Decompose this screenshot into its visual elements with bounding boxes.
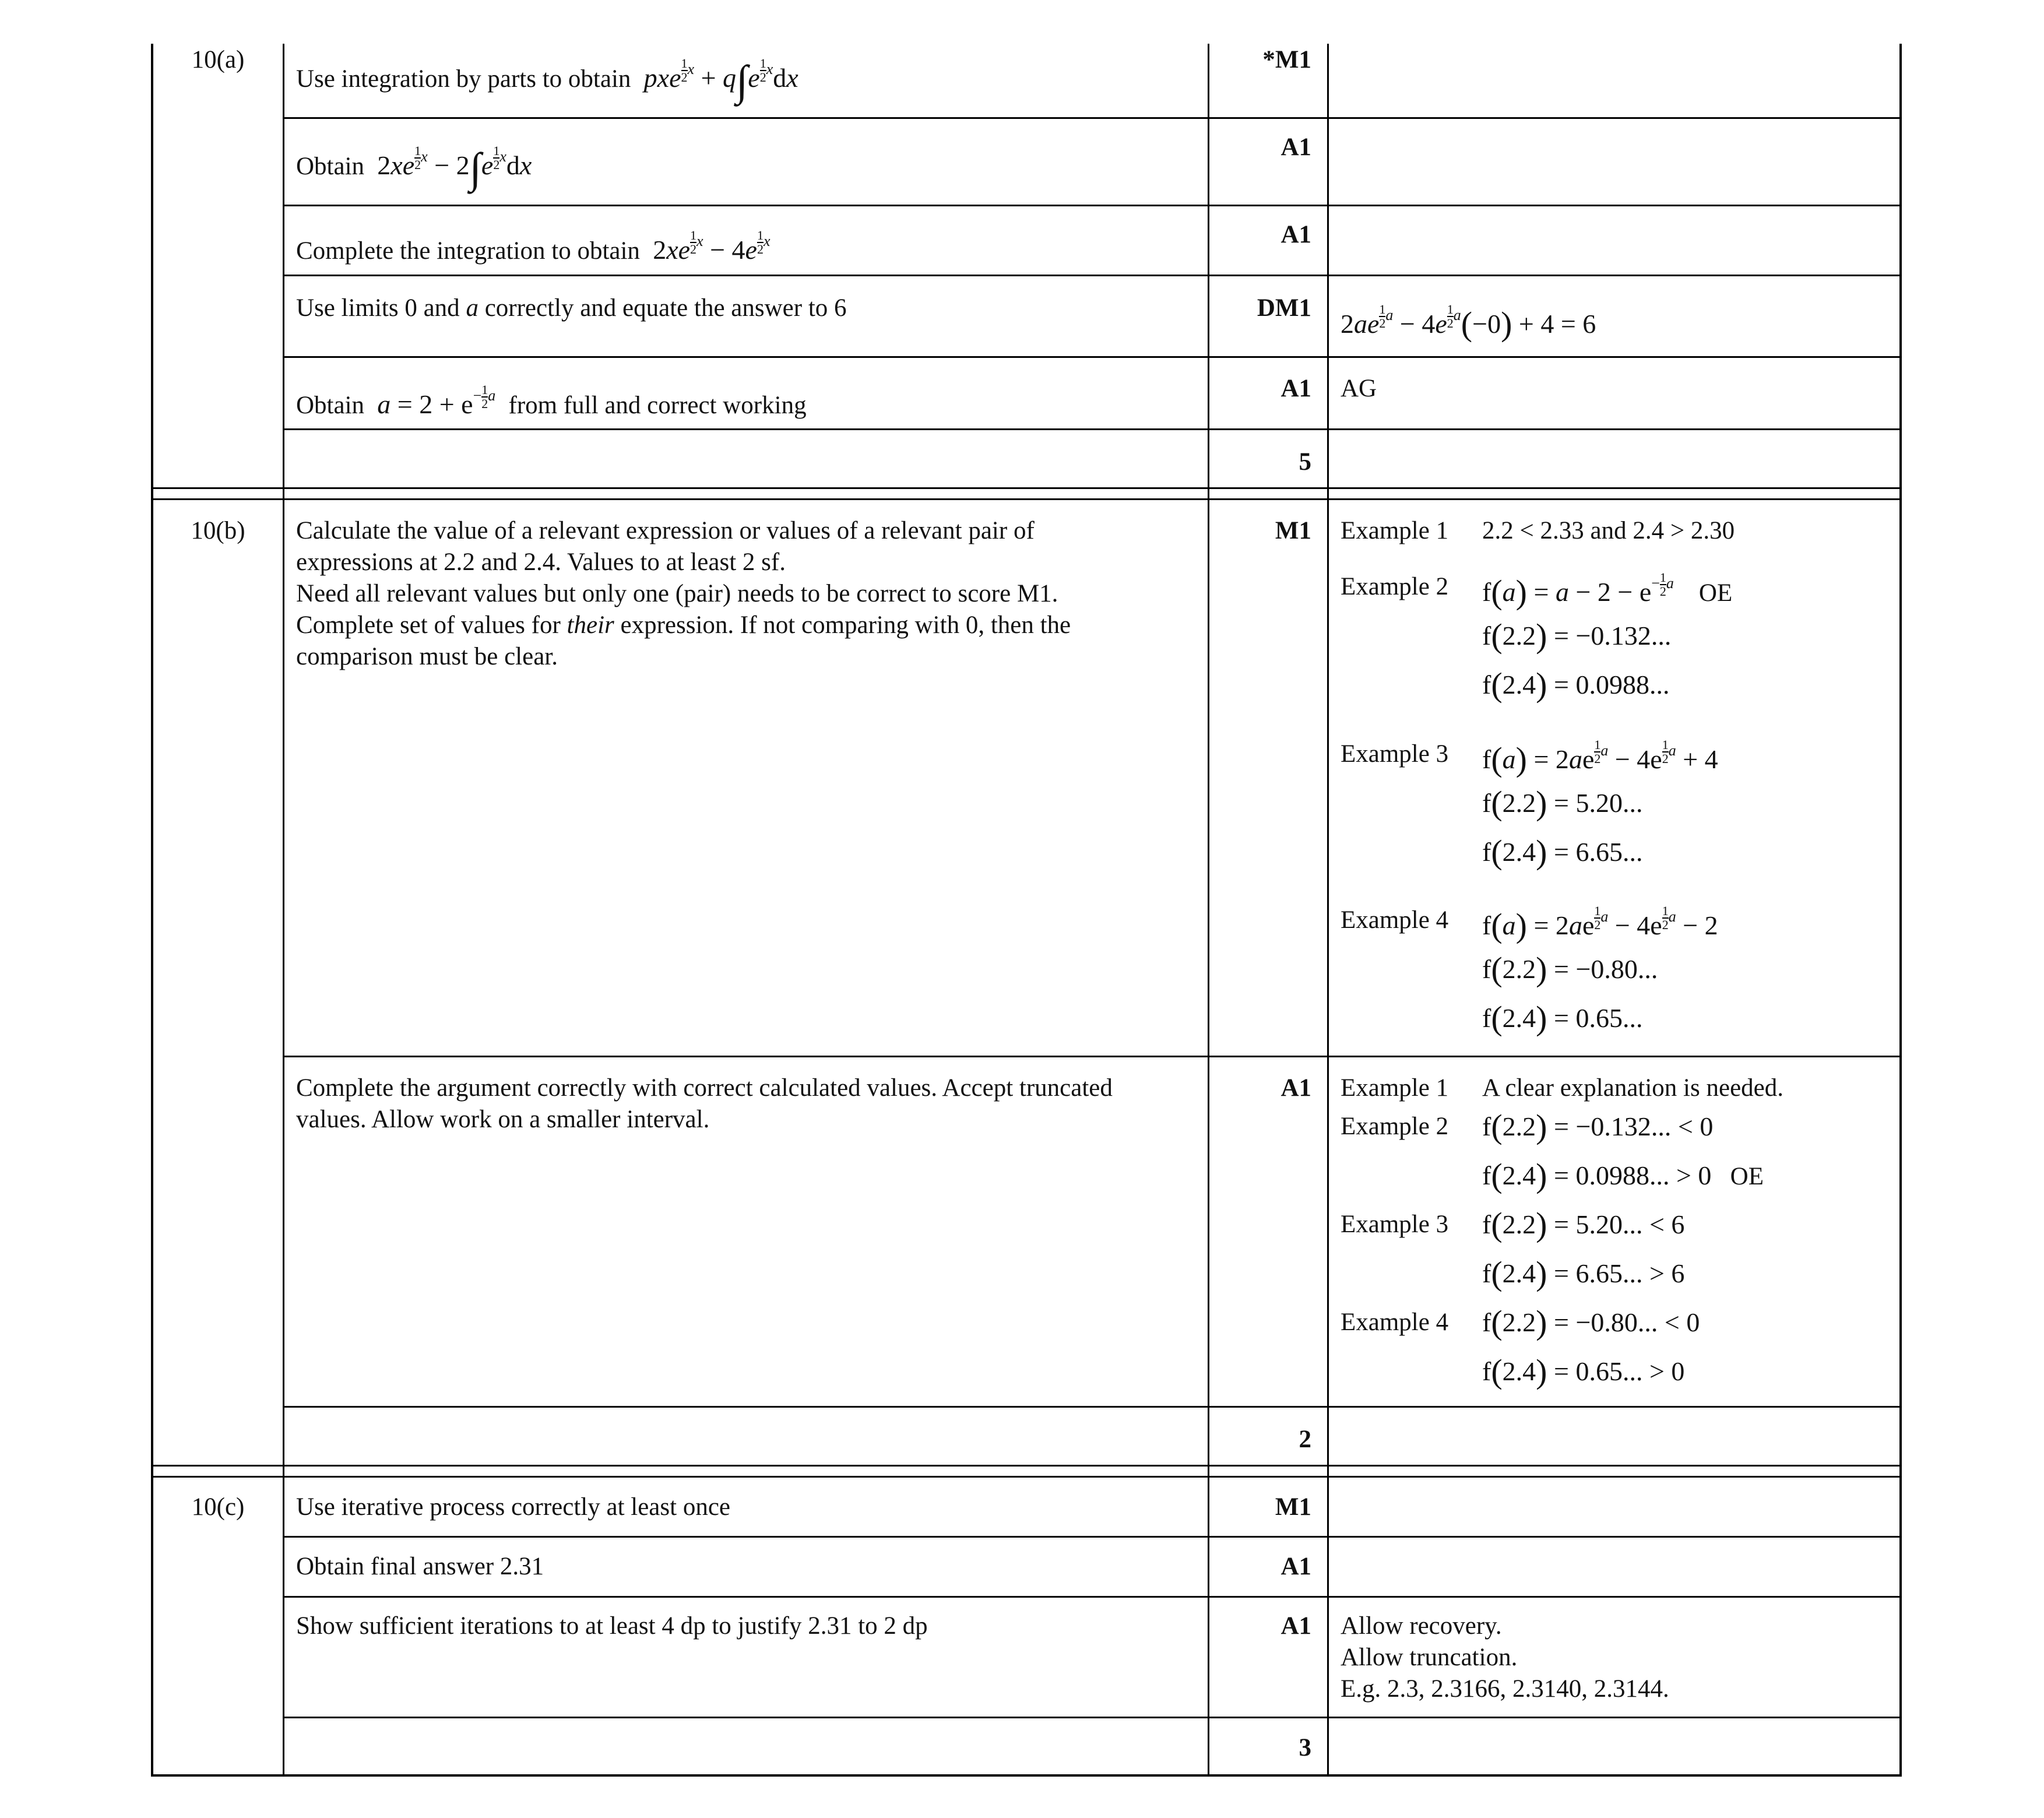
- border-answer-divider: [1208, 44, 1209, 1775]
- border-bottom: [151, 1774, 1902, 1777]
- answer-cell: [296, 56, 798, 105]
- oe-label: OE: [1730, 1163, 1764, 1190]
- value: −0.132... < 0: [1575, 1112, 1714, 1141]
- question-number: 10(b): [191, 517, 245, 544]
- math-expression: f(2.4) = 6.65... > 6: [1482, 1254, 1685, 1292]
- section-divider: [151, 487, 1902, 489]
- value: −0.80... < 0: [1575, 1307, 1700, 1337]
- answer-text: Show sufficient iterations to at least 4 dp to justify 2.31 to 2 dp: [296, 1612, 928, 1640]
- section-divider: [151, 1476, 1902, 1478]
- answer-line: expressions at 2.2 and 2.4. Values to at least 2 sf.: [296, 548, 786, 576]
- math-expression: f(2.2) = −0.80... < 0: [1482, 1303, 1700, 1341]
- math-expression: 2xe $^{\frac{1}{2} x}$ − 4e $^{\frac{1}{2} x}$: [646, 228, 771, 265]
- mark-label: M1: [1275, 517, 1311, 544]
- answer-emphasis: their: [567, 611, 614, 639]
- math-expression: f(2.2) = 5.20...: [1482, 784, 1643, 822]
- guidance-text: AG: [1341, 375, 1377, 402]
- row-divider: [283, 1536, 1901, 1538]
- math-expression: f(2.2) = −0.132... < 0: [1482, 1107, 1714, 1145]
- answer-line: comparison must be clear.: [296, 643, 558, 670]
- mark-label: A1: [1280, 1074, 1311, 1102]
- math-expression: $a = 2 + e^{- \frac{1}{2} a}$: [377, 382, 496, 419]
- total-marks: 3: [1299, 1734, 1311, 1761]
- value: 6.65... > 6: [1575, 1258, 1685, 1288]
- value: −0.80...: [1575, 954, 1658, 984]
- answer-text: Complete set of values for: [296, 611, 561, 639]
- border-right: [1899, 44, 1902, 1775]
- mark-label: A1: [1280, 1612, 1311, 1640]
- answer-line: Complete the argument correctly with correct calculated values. Accept truncated: [296, 1074, 1113, 1102]
- answer-text: Use integration by parts to obtain: [296, 65, 631, 93]
- example-label: Example 4: [1341, 906, 1449, 934]
- mark-label: A1: [1280, 221, 1311, 248]
- value: 0.0988...: [1575, 670, 1670, 699]
- math-expression: f(2.4) = 0.0988...: [1482, 666, 1670, 704]
- math-expression: 2xe $^{\frac{1}{2} x}$ − 2∫e $^{\frac{1}{2} x}$dx: [370, 143, 532, 192]
- mark-label: M1: [1275, 1493, 1311, 1521]
- answer-text: Obtain: [296, 152, 365, 180]
- section-divider: [151, 1465, 1902, 1467]
- answer-line: Need all relevant values but only one (pair) needs to be correct to score M1.: [296, 580, 1058, 607]
- answer-text: Use iterative process correctly at least once: [296, 1493, 730, 1521]
- example-label: Example 4: [1341, 1309, 1449, 1336]
- question-number: 10(c): [191, 1493, 245, 1521]
- answer-text: from full and correct working: [508, 391, 807, 419]
- answer-cell: [296, 384, 807, 421]
- row-divider: [283, 1406, 1901, 1408]
- total-marks: 5: [1299, 448, 1311, 476]
- answer-text: Obtain final answer 2.31: [296, 1553, 544, 1580]
- row-divider: [283, 275, 1901, 276]
- math-expression: f(2.2) = 5.20... < 6: [1482, 1205, 1685, 1243]
- value: 5.20... < 6: [1575, 1209, 1685, 1239]
- example-label: Example 1: [1341, 1074, 1449, 1102]
- row-divider: [283, 1056, 1901, 1057]
- math-expression: pxe $^{\frac{1}{2} x}$ + q∫e $^{\frac{1}{2} x}$dx: [643, 56, 798, 105]
- row-divider: [283, 356, 1901, 358]
- value: 0.65...: [1575, 1003, 1643, 1033]
- guidance-cell: [1341, 303, 1596, 341]
- math-expression: 2ae $^{\frac{1}{2} a}$ − 4e $^{\frac{1}{2} a}$(−0) + 4 = 6: [1341, 302, 1596, 343]
- question-number: 10(a): [191, 46, 245, 73]
- example-label: Example 2: [1341, 1113, 1449, 1140]
- value: 6.65...: [1575, 837, 1643, 867]
- math-expression: f(a) = 2ae $^{\frac{1}{2} a}$ − 4e $^{\frac{1}{2} a}$ − 2: [1482, 903, 1718, 944]
- math-expression: f(2.4) = 6.65...: [1482, 833, 1643, 871]
- math-expression: f(2.2) = −0.132...: [1482, 617, 1672, 655]
- mark-label: *M1: [1262, 46, 1311, 73]
- row-divider: [283, 428, 1901, 430]
- mark-label: DM1: [1257, 294, 1311, 322]
- answer-cell: [296, 143, 532, 192]
- mark-label: A1: [1280, 375, 1311, 402]
- row-divider: [283, 117, 1901, 119]
- answer-line: Calculate the value of a relevant expression or values of a relevant pair of: [296, 517, 1035, 544]
- answer-cell: [296, 229, 771, 267]
- row-divider: [283, 205, 1901, 206]
- math-expression: f(2.4) = 0.65...: [1482, 999, 1643, 1037]
- example-label: Example 3: [1341, 1211, 1449, 1238]
- answer-text: Use limits 0 and: [296, 294, 460, 322]
- math-expression: f(2.4) = 0.0988... > 0 OE: [1482, 1156, 1764, 1194]
- math-expression: $f(a) = a - 2 - e^{- \frac{1}{2} a}$ OE: [1482, 570, 1733, 611]
- answer-line: [296, 610, 1071, 641]
- answer-text: Obtain: [296, 391, 365, 419]
- mark-label: A1: [1280, 133, 1311, 161]
- answer-variable: a: [466, 294, 479, 322]
- value: 5.20...: [1575, 788, 1643, 818]
- row-divider: [283, 1717, 1901, 1718]
- answer-line: values. Allow work on a smaller interval.: [296, 1106, 710, 1133]
- math-expression: f(2.2) = −0.80...: [1482, 950, 1658, 988]
- border-mark-divider: [1327, 44, 1329, 1775]
- example-text: 2.2 < 2.33 and 2.4 > 2.30: [1482, 517, 1735, 544]
- oe-label: OE: [1698, 579, 1733, 607]
- value: 0.0988... > 0: [1575, 1161, 1712, 1190]
- total-marks: 2: [1299, 1426, 1311, 1453]
- answer-cell: [296, 293, 847, 324]
- section-divider: [151, 498, 1902, 500]
- example-label: Example 1: [1341, 517, 1449, 544]
- example-label: Example 2: [1341, 573, 1449, 600]
- answer-text: Complete the integration to obtain: [296, 237, 640, 265]
- answer-text: expression. If not comparing with 0, then the: [620, 611, 1071, 639]
- example-label: Example 3: [1341, 740, 1449, 768]
- math-expression: f(a) = 2ae $^{\frac{1}{2} a}$ − 4e $^{\frac{1}{2} a}$ + 4: [1482, 737, 1718, 778]
- value: −0.132...: [1575, 621, 1672, 650]
- guidance-line: Allow recovery.: [1341, 1612, 1502, 1640]
- guidance-line: Allow truncation.: [1341, 1644, 1518, 1671]
- row-divider: [283, 1596, 1901, 1598]
- guidance-line: E.g. 2.3, 2.3166, 2.3140, 2.3144.: [1341, 1675, 1669, 1703]
- value: 0.65... > 0: [1575, 1356, 1685, 1386]
- example-text: A clear explanation is needed.: [1482, 1074, 1783, 1102]
- answer-text: correctly and equate the answer to 6: [484, 294, 847, 322]
- mark-label: A1: [1280, 1553, 1311, 1580]
- math-expression: f(2.4) = 0.65... > 0: [1482, 1352, 1685, 1390]
